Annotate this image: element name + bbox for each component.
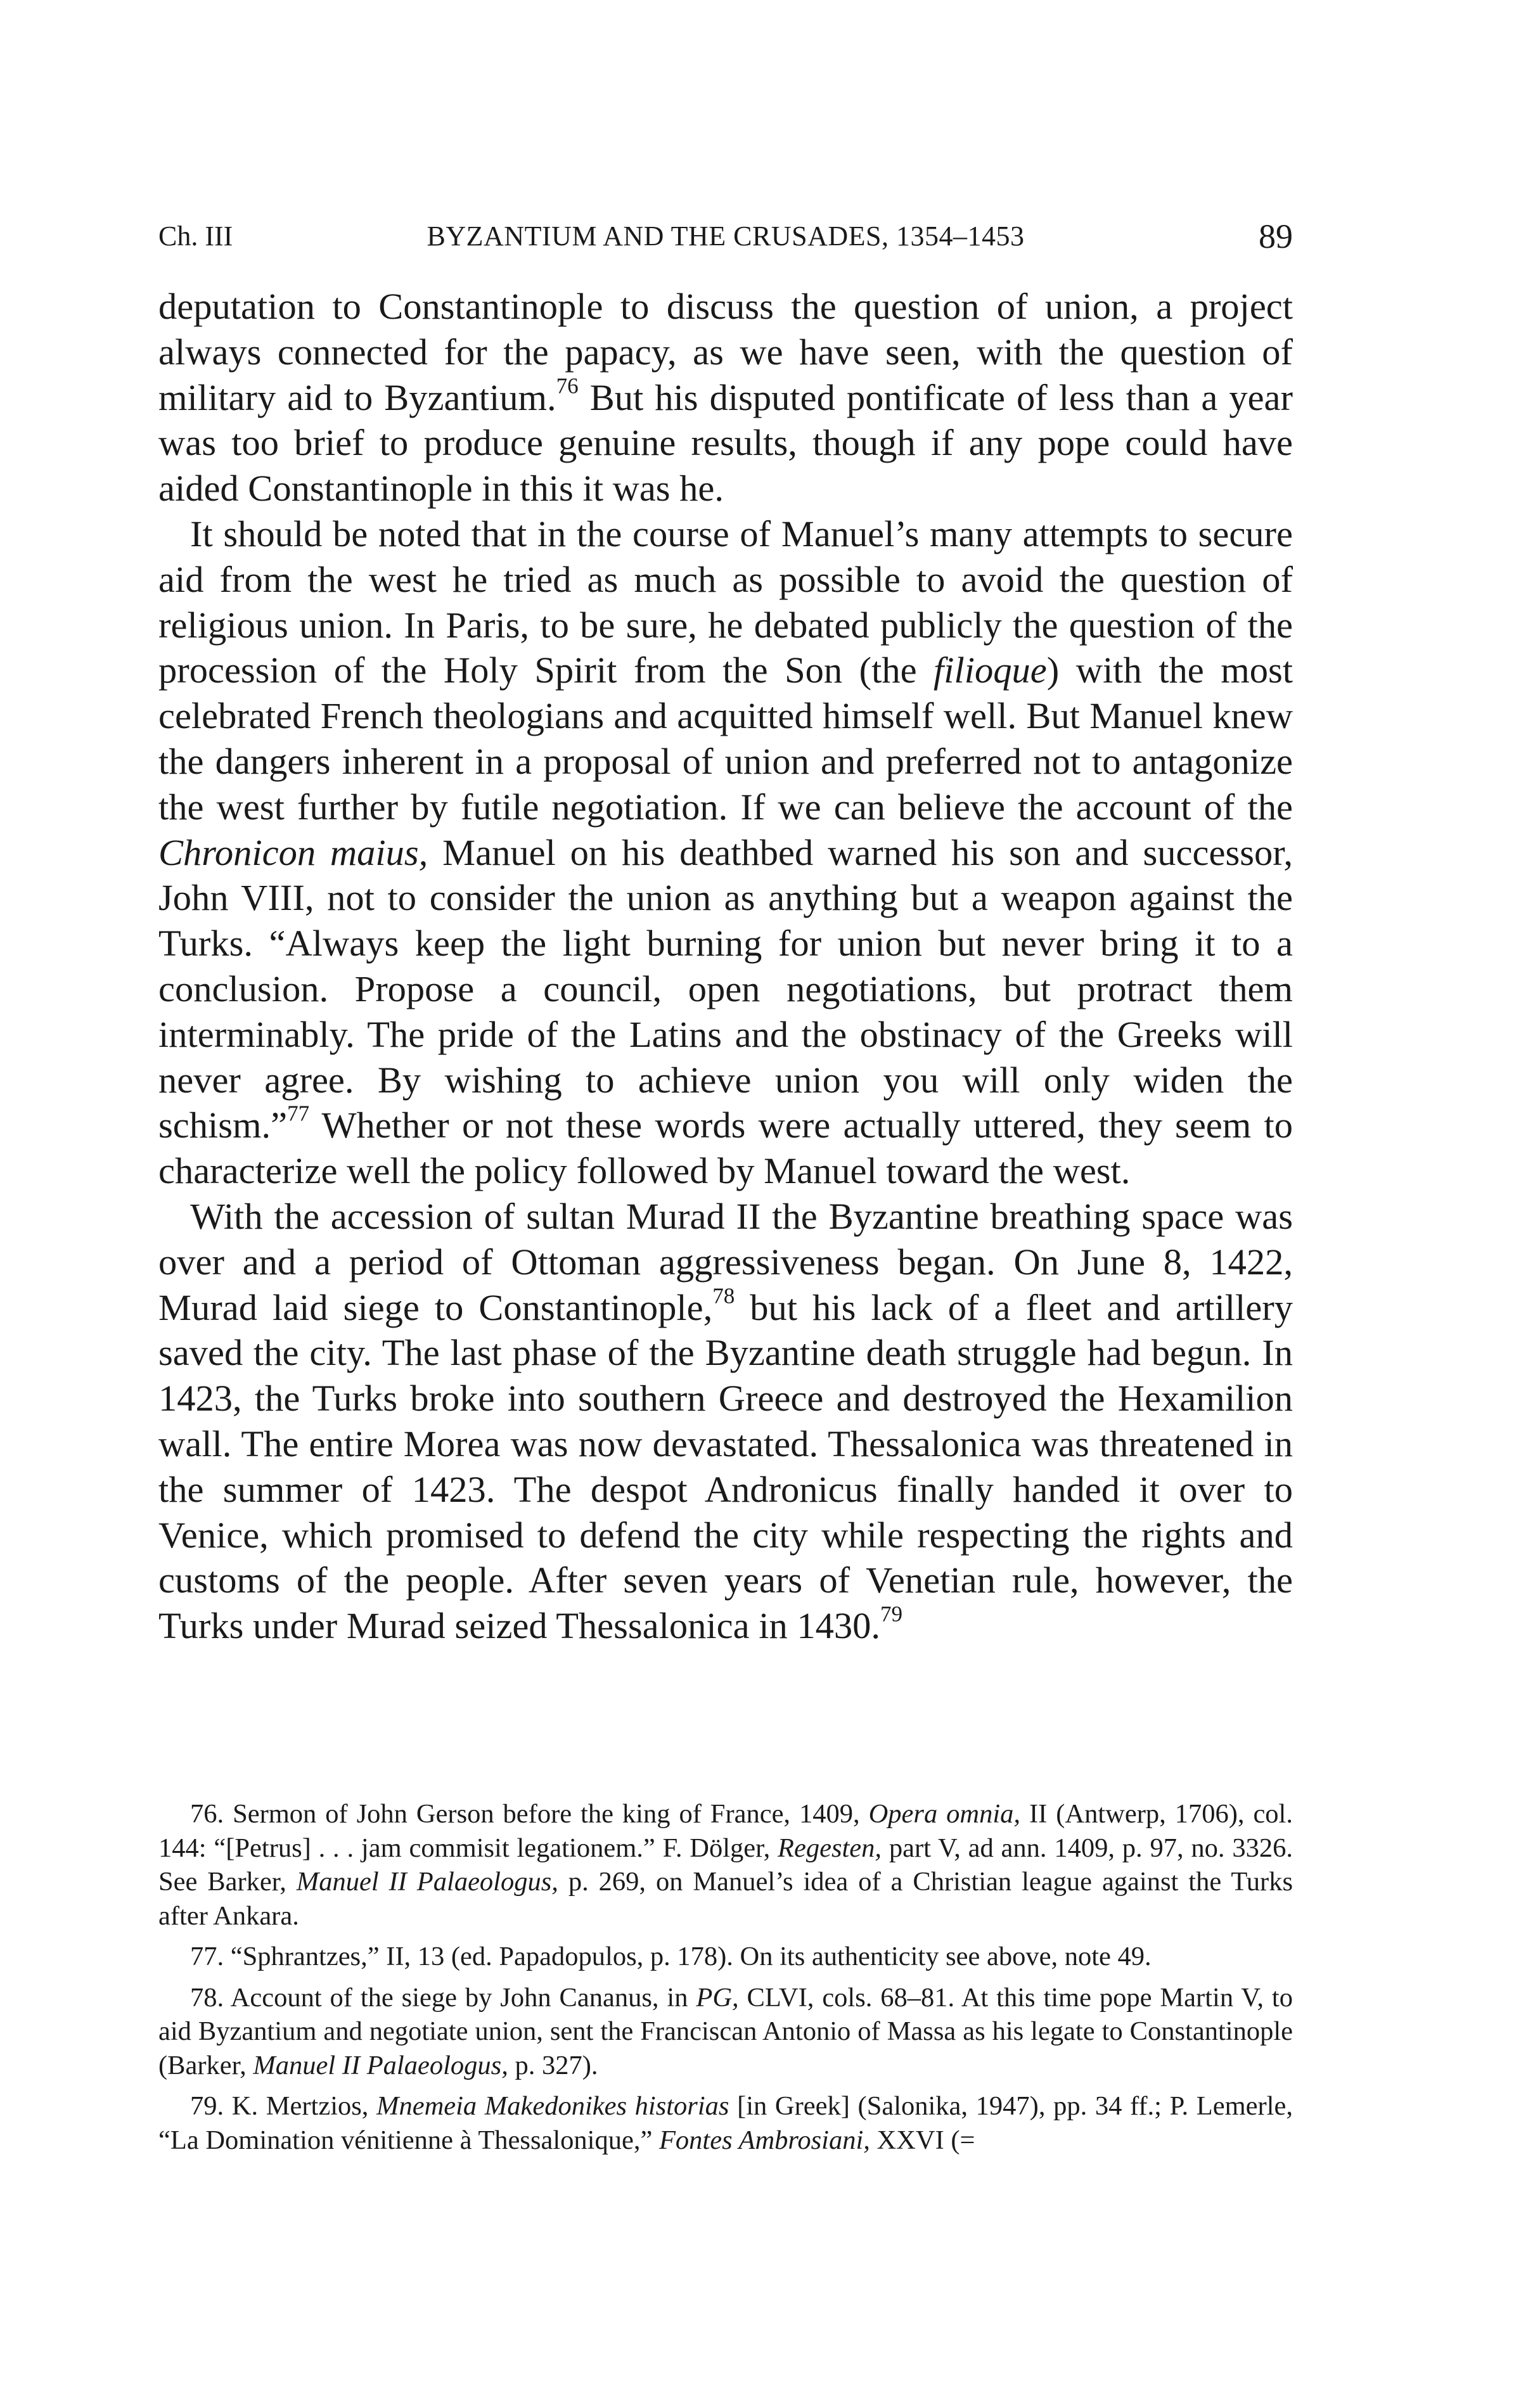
text-run: It should be noted that in the course of Manuel’s many attempts to secure aid from the west he tried as much as possible to avoid the question of religious union. In Paris, to be sure, he debated publicly the question of the procession of the Holy Spirit from the Son (the bbox=[158, 513, 1293, 691]
paragraph bbox=[158, 284, 1293, 511]
italic-text: Chronicon maius, bbox=[158, 831, 428, 873]
footnote-ref: 77 bbox=[287, 1101, 310, 1127]
footnote bbox=[158, 2089, 1293, 2157]
footnotes bbox=[158, 1797, 1293, 2157]
text-run: Whether or not these words were actually uttered, they seem to characterize well the policy followed by Manuel toward the west. bbox=[158, 1105, 1293, 1192]
italic-text: Mnemeia Makedonikes historias bbox=[376, 2091, 729, 2121]
paragraph bbox=[158, 1194, 1293, 1649]
italic-text: filioque bbox=[934, 650, 1047, 691]
text-run: 78. Account of the siege by John Cananus, in bbox=[190, 1982, 696, 2013]
text-run: p. 327). bbox=[508, 2050, 598, 2080]
text-run: part V, ad ann. 1409, p. 97, no. 3326. See Barker, bbox=[158, 1833, 1293, 1897]
text-run: 76. Sermon of John Gerson before the king of France, 1409, bbox=[190, 1799, 869, 1829]
footnote-ref: 76 bbox=[556, 373, 579, 399]
text-run: [in Greek] (Salonika, 1947), pp. 34 ff.; P. Lemerle, “La Domination vénitienne à Thessalonique,” bbox=[158, 2091, 1293, 2155]
footnote bbox=[158, 1940, 1293, 1974]
footnote-ref: 79 bbox=[880, 1601, 903, 1627]
page-number: 89 bbox=[1259, 217, 1293, 255]
running-title: BYZANTIUM AND THE CRUSADES, 1354–1453 bbox=[427, 221, 1025, 252]
text-run: deputation to Constantinople to discuss the question of union, a project always connected for the papacy, as we have seen, with the question of military aid to Byzantium. bbox=[158, 286, 1293, 418]
text-run: CLVI, cols. 68–81. At this time pope Martin V, to aid Byzantium and negotiate union, sent the Franciscan Antonio of Massa as his legate to Constantinople (Barker, bbox=[158, 1982, 1293, 2080]
italic-text: Manuel II Palaeologus, bbox=[296, 1867, 558, 1897]
text-run: 79. K. Mertzios, bbox=[190, 2091, 377, 2121]
italic-text: Regesten, bbox=[778, 1833, 882, 1863]
text-run: 77. “Sphrantzes,” II, 13 (ed. Papadopulos, p. 178). On its authenticity see above, note 49. bbox=[190, 1942, 1152, 1971]
text-run: But his disputed pontificate of less than a year was too brief to produce genuine results, though if any pope could have aided Constantinople in this it was he. bbox=[158, 376, 1293, 509]
footnote bbox=[158, 1797, 1293, 1933]
chapter-label: Ch. III bbox=[158, 221, 233, 252]
text-run: ) with the most celebrated French theologians and acquitted himself well. But Manuel knew the dangers inherent in a proposal of union and preferred not to antagonize the west further by futile negotiation. If we can believe the account of the bbox=[158, 650, 1293, 828]
text-run: XXVI (= bbox=[870, 2125, 975, 2155]
text-run: but his lack of a fleet and artillery saved the city. The last phase of the Byzantine death struggle had begun. In 1423, the Turks broke into southern Greece and destroyed the Hexamilion wall. The entire Morea was now devastated. Thessalonica was threatened in the summer of 1423. The despot Andronicus finally handed it over to Venice, which promised to defend the city while respecting the rights and customs of the people. After seven years of Venetian rule, however, the Turks under Murad seized Thessalonica in 1430. bbox=[158, 1286, 1293, 1647]
text-run: Manuel on his deathbed warned his son and successor, John VIII, not to consider the union as anything but a weapon against the Turks. “Always keep the light burning for union but never bring it to a conclusion. Propose a council, open negotiations, but protract them interminably. The pride of the Latins and the obstinacy of the Greeks will never agree. By wishing to achieve union you will only widen the schism.” bbox=[158, 831, 1293, 1146]
footnote bbox=[158, 1981, 1293, 2083]
italic-text: PG, bbox=[696, 1982, 739, 2013]
italic-text: Opera omnia, bbox=[868, 1799, 1021, 1829]
main-text bbox=[158, 284, 1293, 1649]
text-run: p. 269, on Manuel’s idea of a Christian league against the Turks after Ankara. bbox=[158, 1867, 1293, 1931]
text-run: II (Antwerp, 1706), col. 144: “[Petrus] . . . jam commisit legationem.” F. Dölger, bbox=[158, 1799, 1293, 1863]
running-head bbox=[158, 214, 1293, 259]
footnote-ref: 78 bbox=[712, 1283, 735, 1309]
text-run: With the accession of sultan Murad II the Byzantine breathing space was over and a period of Ottoman aggressiveness began. On June 8, 1422, Murad laid siege to Constantinople, bbox=[158, 1195, 1293, 1328]
italic-text: Fontes Ambrosiani, bbox=[658, 2125, 870, 2155]
italic-text: Manuel II Palaeologus, bbox=[253, 2050, 508, 2080]
paragraph bbox=[158, 511, 1293, 1194]
